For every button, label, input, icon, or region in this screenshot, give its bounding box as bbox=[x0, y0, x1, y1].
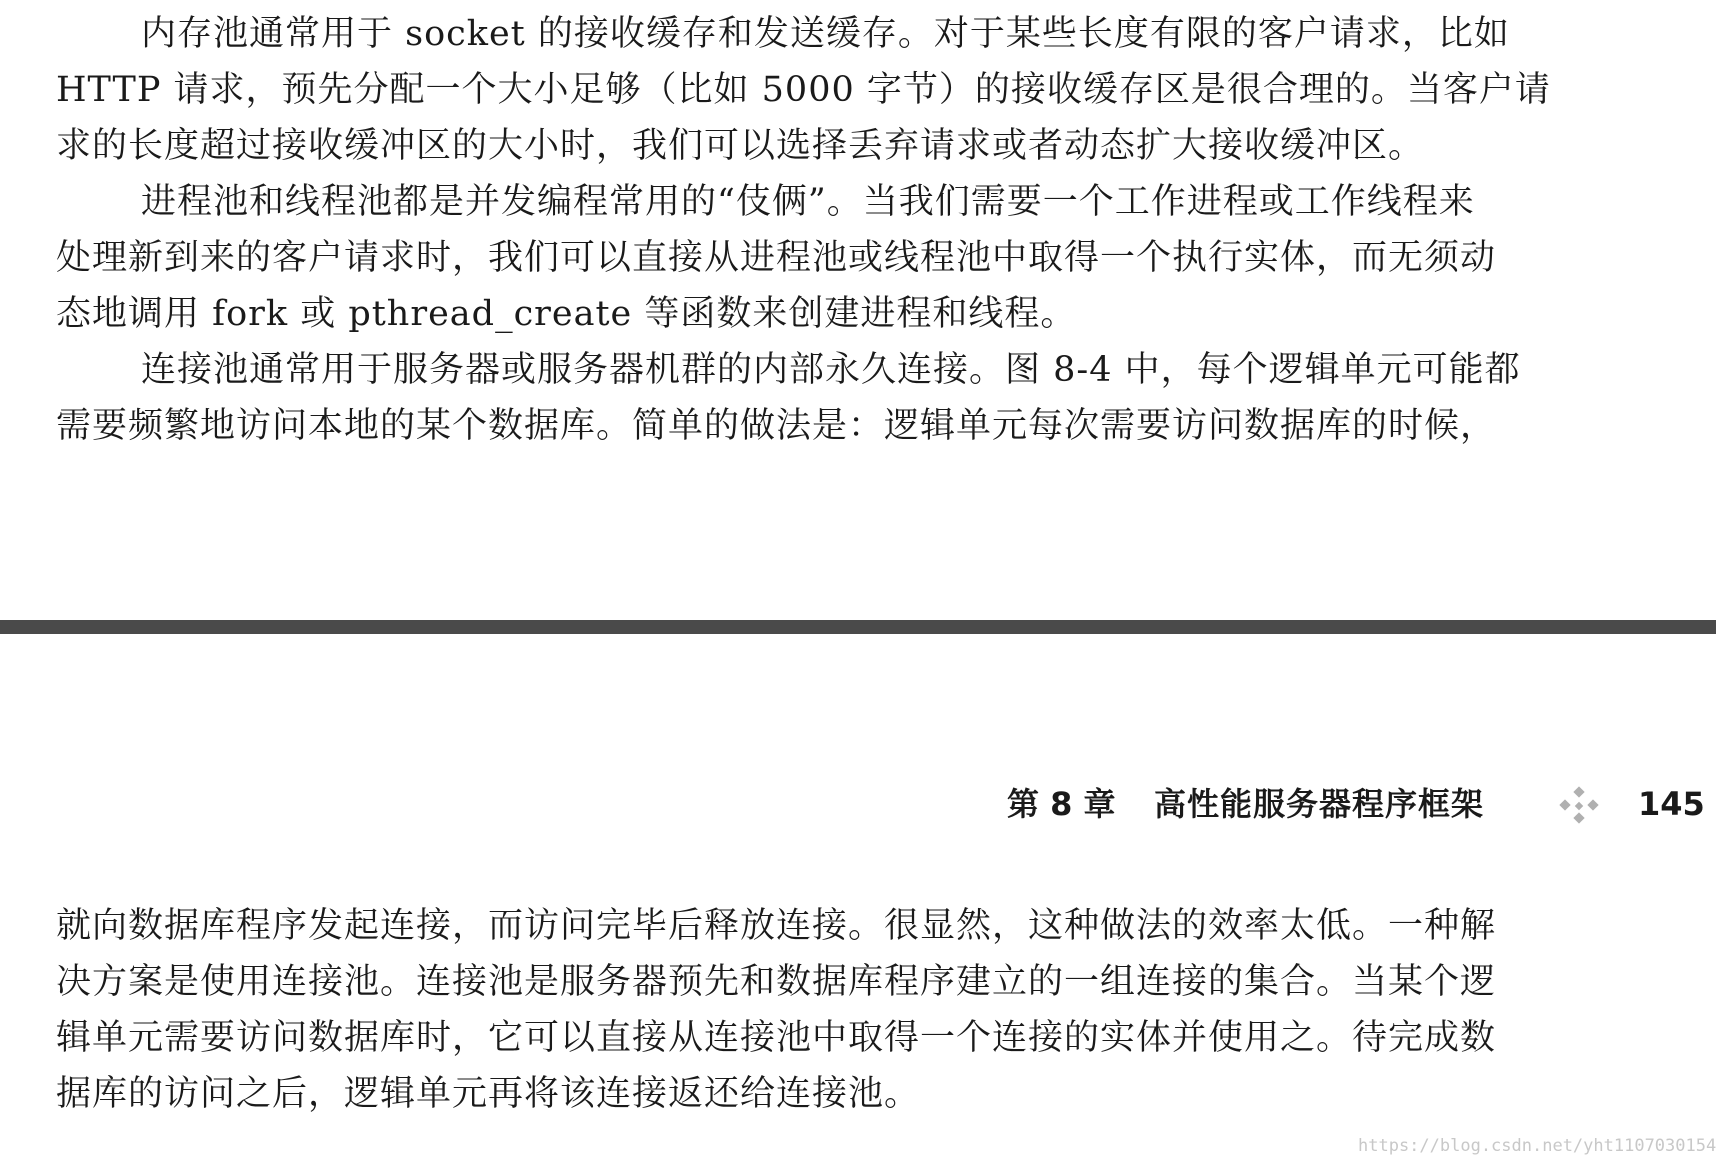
page-number: 145 bbox=[1638, 785, 1705, 823]
paragraph-3-line-2: 需要频繁地访问本地的某个数据库。简单的做法是：逻辑单元每次需要访问数据库的时候， bbox=[56, 406, 1497, 446]
diamond-dots-ornament-icon bbox=[1556, 786, 1602, 830]
watermark-url: https://blog.csdn.net/yht1107030154 bbox=[1358, 1136, 1716, 1156]
paragraph-4-line-3: 辑单元需要访问数据库时，它可以直接从连接池中取得一个连接的实体并使用之。待完成数 bbox=[56, 1018, 1497, 1058]
paragraph-4-line-1: 就向数据库程序发起连接，而访问完毕后释放连接。很显然，这种做法的效率太低。一种解 bbox=[56, 906, 1497, 946]
page-divider bbox=[0, 620, 1716, 634]
paragraph-1-line-1: 内存池通常用于 socket 的接收缓存和发送缓存。对于某些长度有限的客户请求，比如 bbox=[141, 14, 1510, 54]
paragraph-4-line-4: 据库的访问之后，逻辑单元再将该连接返还给连接池。 bbox=[56, 1074, 921, 1114]
paragraph-2-line-2: 处理新到来的客户请求时，我们可以直接从进程池或线程池中取得一个执行实体，而无须动 bbox=[56, 238, 1497, 278]
paragraph-2-line-3: 态地调用 fork 或 pthread_create 等函数来创建进程和线程。 bbox=[56, 294, 1077, 334]
chapter-title: 高性能服务器程序框架 bbox=[1154, 785, 1485, 823]
paragraph-2-line-1: 进程池和线程池都是并发编程常用的“伎俩”。当我们需要一个工作进程或工作线程来 bbox=[141, 182, 1475, 222]
paragraph-1-line-3: 求的长度超过接收缓冲区的大小时，我们可以选择丢弃请求或者动态扩大接收缓冲区。 bbox=[56, 126, 1425, 166]
paragraph-4-line-2: 决方案是使用连接池。连接池是服务器预先和数据库程序建立的一组连接的集合。当某个逻 bbox=[56, 962, 1497, 1002]
paragraph-1-line-2: HTTP 请求，预先分配一个大小足够（比如 5000 字节）的接收缓存区是很合理的。当客户请 bbox=[56, 70, 1551, 110]
paragraph-3-line-1: 连接池通常用于服务器或服务器机群的内部永久连接。图 8-4 中，每个逻辑单元可能都 bbox=[141, 350, 1521, 390]
chapter-number: 第 8 章 bbox=[1007, 785, 1116, 823]
